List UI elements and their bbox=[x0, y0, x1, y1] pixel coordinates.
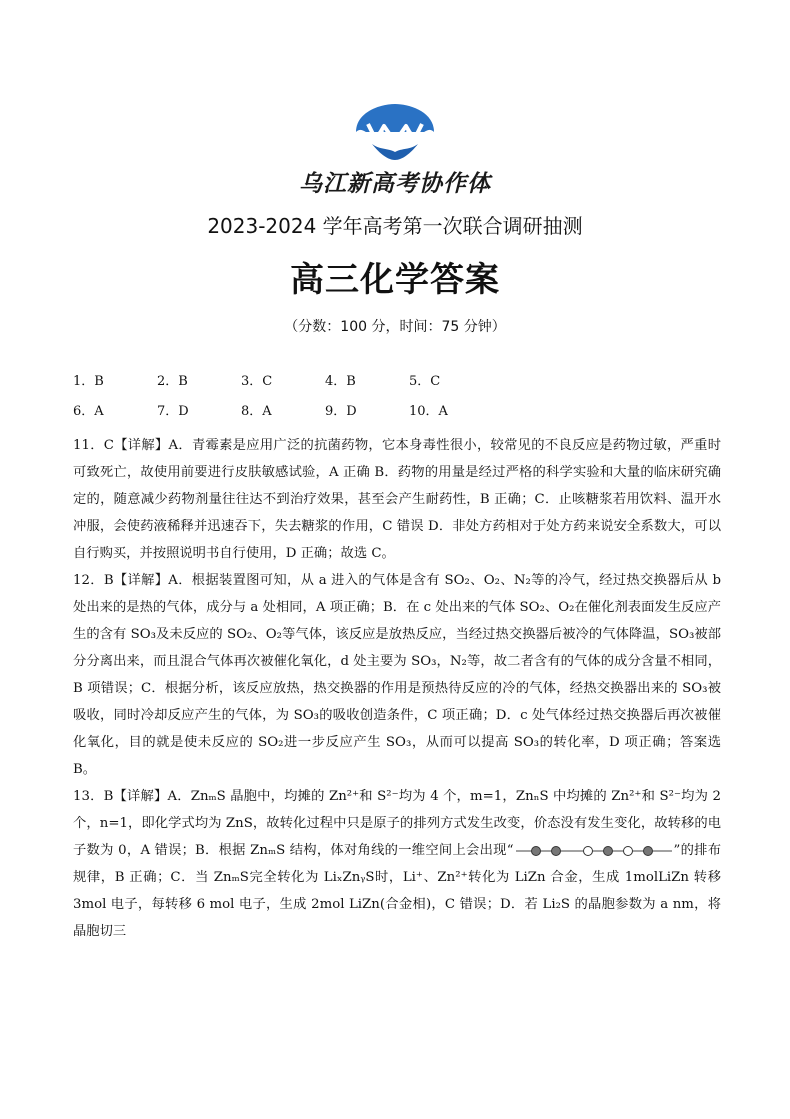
brand-name: 乌江新高考协作体 bbox=[299, 171, 491, 197]
answer-item: 9．D bbox=[325, 404, 357, 419]
answer-item: 3．C bbox=[241, 374, 273, 389]
page-title: 高三化学答案 bbox=[290, 260, 500, 300]
answer-item: 4．B bbox=[325, 374, 356, 389]
explanation-q13-part1: 13．B【详解】A．ZnₘS 晶胞中，均摊的 Zn²⁺和 S²⁻均为 4 个，m=1，ZnₙS 中均摊的 Zn²⁺和 S²⁻均为 2 个，n=1，即化学式均为 ZnS，故转化过程中只是原子的排列方式发生改变，价态没有发生变化，故转移的电子数为 0，A 错误；B．根据 ZnₘS 结构，体对角线的一维空间上会出现“ bbox=[73, 789, 721, 858]
answer-row bbox=[73, 372, 723, 402]
explanations bbox=[73, 432, 721, 945]
answer-item: 7．D bbox=[157, 404, 189, 419]
answer-item: 5．C bbox=[409, 374, 441, 389]
wuijiang-logo-icon bbox=[350, 102, 440, 162]
atom-arrangement-line-icon bbox=[514, 844, 674, 858]
explanation-q11: 11．C【详解】A．青霉素是应用广泛的抗菌药物，它本身毒性很小，较常见的不良反应是药物过敏，严重时可致死亡，故使用前要进行皮肤敏感试验，A 正确 B．药物的用量是经过严格的科学实验和大量的临床研究确定的，随意减少药物剂量往往达不到治疗效果，甚至会产生耐药性，B 正确；C．止咳糖浆若用饮料、温开水冲服，会使药液稀释并迅速吞下，失去糖浆的作用，C 错误 D．非处方药相对于处方药来说安全系数大，可以自行购买，并按照说明书自行使用，D 正确；故选 C。 bbox=[73, 438, 721, 561]
answer-item: 2．B bbox=[157, 374, 188, 389]
explanation-q12: 12．B【详解】A．根据装置图可知，从 a 进入的气体是含有 SO₂、O₂、N₂等的冷气，经过热交换器后从 b 处出来的是热的气体，成分与 a 处相同，A 项正确；B．在 c 处出来的气体 SO₂、O₂在催化剂表面发生反应产生的含有 SO₃及未反应的 SO₂、O₂等气体，该反应是放热反应，当经过热交换器后被冷的气体降温，SO₃被部分分离出来，而且混合气体再次被催化氧化，d 处主要为 SO₃，N₂等，故二者含有的气体的成分含量不相同，B 项错误；C．根据分析，该反应放热，热交换器的作用是预热待反应的冷的气体，经热交换器出来的 SO₃被吸收，同时冷却反应产生的气体，为 SO₃的吸收创造条件，C 项正确；D．c 处气体经过热交换器后再次被催化氧化，目的就是使未反应的 SO₂进一步反应产生 SO₃，从而可以提高 SO₃的转化率，D 项正确；答案选 B。 bbox=[73, 573, 721, 777]
answer-item: 1．B bbox=[73, 374, 104, 389]
answer-row bbox=[73, 402, 723, 432]
answer-item: 10．A bbox=[409, 404, 448, 419]
exam-subtitle: 2023-2024 学年高考第一次联合调研抽测 bbox=[207, 214, 583, 238]
answer-item: 6．A bbox=[73, 404, 104, 419]
answer-key bbox=[73, 372, 723, 432]
score-time-info: （分数：100 分，时间：75 分钟） bbox=[284, 319, 506, 335]
explanation-q13-part2: ”的排布规律，B 正确；C．当 ZnₘS完全转化为 LiₓZnᵧS时，Li⁺、Zn²⁺转化为 LiZn 合金，生成 1molLiZn 转移 3mol 电子，每转移 6 mol 电子，生成 2mol LiZn(合金相)，C 错误；D．若 Li₂S 的晶胞参数为 a nm，将晶胞切三 bbox=[73, 843, 721, 939]
answer-item: 8．A bbox=[241, 404, 272, 419]
explanation-q13 bbox=[73, 783, 721, 945]
